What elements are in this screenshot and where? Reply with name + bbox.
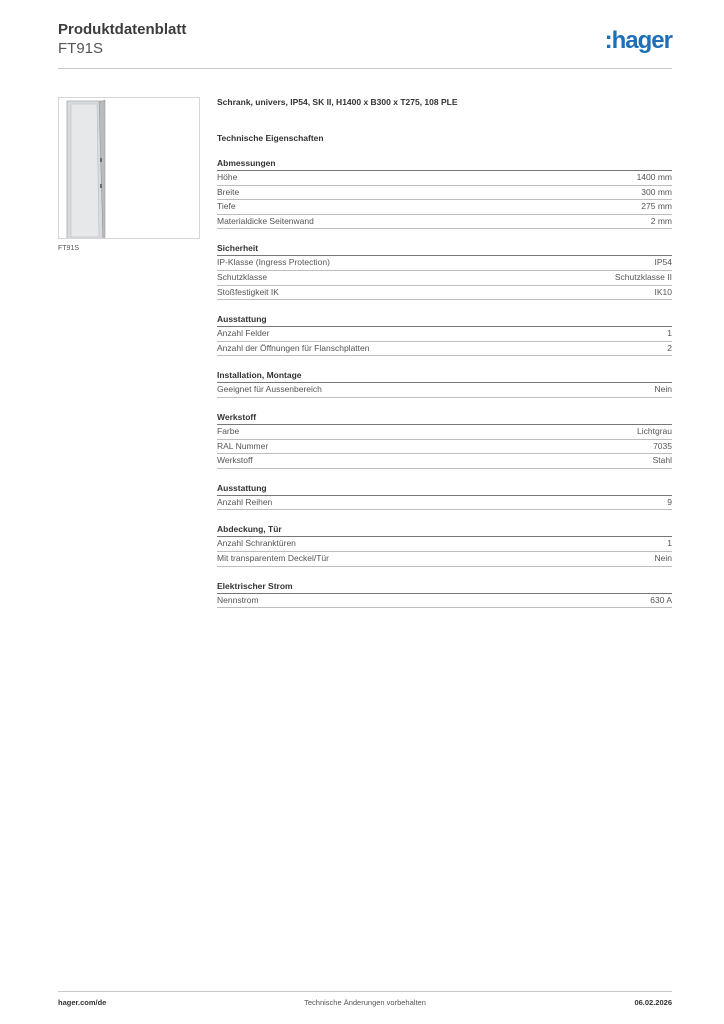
property-value: 275 mm [641, 201, 672, 212]
property-value: IP54 [654, 257, 672, 268]
footer-website: hager.com/de [58, 998, 107, 1007]
section-title: Installation, Montage [217, 369, 672, 383]
property-label: Anzahl der Öffnungen für Flanschplatten [217, 342, 370, 353]
property-row [217, 454, 672, 469]
document-title: Produktdatenblatt [58, 21, 187, 38]
section-title: Abmessungen [217, 157, 672, 171]
header-divider [58, 68, 672, 69]
property-section [217, 369, 672, 398]
property-label: Werkstoff [217, 455, 253, 466]
property-label: Höhe [217, 172, 238, 182]
property-label: IP-Klasse (Ingress Protection) [217, 257, 330, 268]
property-section [217, 523, 672, 566]
property-value: 630 A [650, 594, 672, 605]
property-value: 1 [667, 538, 672, 549]
hager-logo: :hager [604, 27, 672, 54]
property-value: IK10 [654, 286, 672, 297]
property-value: Schutzklasse II [614, 271, 672, 282]
property-row [217, 286, 672, 301]
property-value: 9 [667, 496, 672, 507]
property-section [217, 313, 672, 356]
property-value: Nein [654, 552, 672, 563]
property-row [217, 327, 672, 342]
property-value: 2 mm [650, 215, 672, 226]
property-label: Anzahl Schranktüren [217, 538, 296, 549]
section-title: Sicherheit [217, 242, 672, 256]
property-label: Nennstrom [217, 594, 259, 605]
product-description: Schrank, univers, IP54, SK II, H1400 x B300 x T275, 108 PLE [217, 97, 458, 107]
footer-divider [58, 991, 672, 992]
property-section [217, 482, 672, 511]
section-title: Ausstattung [217, 313, 672, 327]
property-label: Anzahl Felder [217, 328, 270, 339]
section-title: Werkstoff [217, 411, 672, 425]
property-label: Tiefe [217, 201, 236, 212]
property-value: Stahl [652, 455, 672, 466]
property-label: Schutzklasse [217, 271, 268, 282]
property-label: Geeignet für Aussenbereich [217, 384, 322, 395]
product-image [58, 97, 200, 239]
property-value: 2 [667, 342, 672, 353]
product-code: FT91S [58, 40, 104, 57]
property-row [217, 186, 672, 201]
section-title: Ausstattung [217, 482, 672, 496]
property-row [217, 271, 672, 286]
property-sections [217, 157, 672, 608]
property-section [217, 242, 672, 300]
footer-date: 06.02.2026 [634, 998, 672, 1007]
property-value: Lichtgrau [637, 425, 672, 436]
property-value: 300 mm [641, 186, 672, 197]
image-caption: FT91S [58, 245, 80, 252]
property-row [217, 215, 672, 230]
property-value: 7035 [653, 440, 672, 451]
property-row [217, 383, 672, 398]
section-title: Abdeckung, Tür [217, 523, 672, 537]
property-label: Anzahl Reihen [217, 496, 273, 507]
property-label: Breite [217, 186, 240, 197]
cabinet-illustration [59, 98, 199, 238]
property-row [217, 552, 672, 567]
property-row [217, 594, 672, 609]
property-row [217, 342, 672, 357]
technical-properties-heading: Technische Eigenschaften [217, 133, 324, 143]
property-row [217, 496, 672, 511]
property-section [217, 580, 672, 609]
property-value: Nein [654, 384, 672, 395]
property-label: Farbe [217, 425, 240, 436]
property-row [217, 200, 672, 215]
property-row [217, 425, 672, 440]
property-row [217, 171, 672, 186]
property-row [217, 256, 672, 271]
property-label: Stoßfestigkeit IK [217, 286, 279, 297]
property-row [217, 537, 672, 552]
property-value: 1 [667, 328, 672, 339]
property-label: Materialdicke Seitenwand [217, 215, 314, 226]
property-section [217, 411, 672, 469]
property-value: 1400 mm [636, 172, 672, 182]
property-row [217, 440, 672, 455]
property-label: RAL Nummer [217, 440, 269, 451]
section-title: Elektrischer Strom [217, 580, 672, 594]
document-header [58, 21, 186, 58]
property-label: Mit transparentem Deckel/Tür [217, 552, 329, 563]
datasheet-content [217, 96, 672, 608]
footer-notice: Technische Änderungen vorbehalten [304, 998, 426, 1007]
property-section [217, 157, 672, 229]
